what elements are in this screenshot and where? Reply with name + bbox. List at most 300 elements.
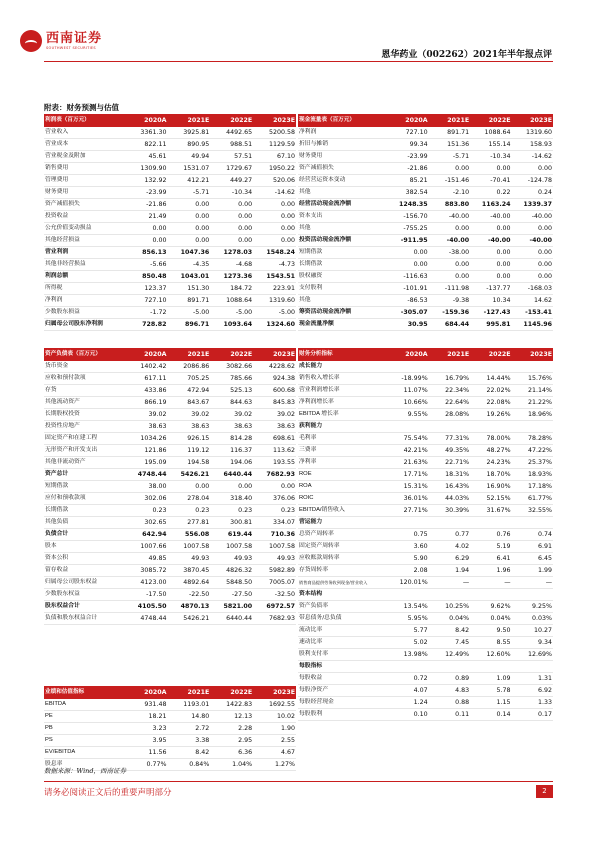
row-label: 管理费用 bbox=[44, 175, 125, 187]
cell-value: 39.02 bbox=[210, 409, 253, 421]
cell-value: -40.00 bbox=[512, 235, 553, 247]
cell-value: 22.08% bbox=[470, 397, 511, 409]
cell-value: 77.31% bbox=[429, 433, 470, 445]
cell-value: 2.95 bbox=[210, 735, 253, 747]
table-row bbox=[44, 223, 296, 235]
table-row bbox=[44, 307, 296, 319]
cell-value: 0.00 bbox=[429, 271, 470, 283]
table-title: 财务分析指标 bbox=[298, 348, 387, 361]
cell-value: 0.23 bbox=[167, 505, 210, 517]
cell-value: 382.54 bbox=[387, 187, 428, 199]
cell-value: 21.14% bbox=[512, 385, 553, 397]
cell-value: -40.00 bbox=[470, 235, 511, 247]
cell-value: 194.06 bbox=[210, 457, 253, 469]
table-row bbox=[298, 163, 553, 175]
cell-value: 1324.60 bbox=[253, 319, 296, 331]
row-label: ROIC bbox=[298, 493, 387, 505]
table-row bbox=[298, 613, 553, 625]
cell-value: 988.51 bbox=[210, 139, 253, 151]
table-row bbox=[298, 517, 553, 529]
row-label: 利润总额 bbox=[44, 271, 125, 283]
table-row bbox=[298, 211, 553, 223]
cell-value: 376.06 bbox=[253, 493, 296, 505]
cell-value: 0.17 bbox=[512, 709, 553, 721]
table-row bbox=[298, 529, 553, 541]
cell-value: 3870.45 bbox=[167, 565, 210, 577]
cell-value: 1007.58 bbox=[167, 541, 210, 553]
cell-value bbox=[512, 361, 553, 373]
row-label: 总资产周转率 bbox=[298, 529, 387, 541]
column-header: 2020A bbox=[387, 348, 428, 361]
cell-value: 17.71% bbox=[387, 469, 428, 481]
cell-value: 8.42 bbox=[167, 747, 210, 759]
cell-value: 0.88 bbox=[429, 697, 470, 709]
table-title: 现金流量表（百万元） bbox=[298, 114, 387, 127]
row-label: 投资活动现金流净额 bbox=[298, 235, 387, 247]
cell-value: 7.45 bbox=[429, 637, 470, 649]
row-label: 经营营运资本变动 bbox=[298, 175, 387, 187]
cell-value: 883.80 bbox=[429, 199, 470, 211]
cell-value: 1093.64 bbox=[210, 319, 253, 331]
cell-value bbox=[512, 421, 553, 433]
row-label: 财务费用 bbox=[44, 187, 125, 199]
cell-value: 6.92 bbox=[512, 685, 553, 697]
cell-value: 3.23 bbox=[125, 723, 168, 735]
table-row bbox=[298, 283, 553, 295]
row-label: 毛利率 bbox=[298, 433, 387, 445]
row-label: 资本公积 bbox=[44, 553, 125, 565]
column-header: 2022E bbox=[470, 114, 511, 127]
table-row bbox=[298, 199, 553, 211]
cell-value: 42.21% bbox=[387, 445, 428, 457]
row-label: 折旧与摊销 bbox=[298, 139, 387, 151]
cell-value: -127.43 bbox=[470, 307, 511, 319]
cell-value: -5.71 bbox=[167, 187, 210, 199]
cell-value: 710.36 bbox=[253, 529, 296, 541]
cell-value: 21.63% bbox=[387, 457, 428, 469]
table-row bbox=[298, 223, 553, 235]
row-label: 获利能力 bbox=[298, 421, 387, 433]
column-header: 2023E bbox=[512, 348, 553, 361]
cell-value: -5.00 bbox=[167, 307, 210, 319]
cell-value: 1007.58 bbox=[253, 541, 296, 553]
cell-value: 6440.44 bbox=[210, 469, 253, 481]
cell-value: 39.02 bbox=[125, 409, 168, 421]
row-label: 留存收益 bbox=[44, 565, 125, 577]
cell-value: 12.49% bbox=[429, 649, 470, 661]
row-label: 投资收益 bbox=[44, 211, 125, 223]
row-label: 财务费用 bbox=[298, 151, 387, 163]
cell-value bbox=[470, 661, 511, 673]
column-header: 2020A bbox=[125, 348, 168, 361]
table-row bbox=[44, 319, 296, 331]
table-row bbox=[44, 553, 296, 565]
appendix-title: 附表：财务预测与估值 bbox=[44, 103, 119, 112]
cell-value: 0.00 bbox=[125, 223, 168, 235]
cell-value: 3361.30 bbox=[125, 127, 168, 139]
cell-value: 5.02 bbox=[387, 637, 428, 649]
cell-value: 2086.86 bbox=[167, 361, 210, 373]
cell-value: 0.24 bbox=[512, 187, 553, 199]
row-label: 归属母公司股东权益 bbox=[44, 577, 125, 589]
cell-value: 22.34% bbox=[429, 385, 470, 397]
table-row bbox=[298, 637, 553, 649]
cell-value: -9.38 bbox=[429, 295, 470, 307]
cell-value: 0.23 bbox=[253, 505, 296, 517]
cell-value: 99.34 bbox=[387, 139, 428, 151]
row-label: 净利润 bbox=[298, 127, 387, 139]
cell-value: 16.90% bbox=[470, 481, 511, 493]
cell-value: 318.40 bbox=[210, 493, 253, 505]
table-row bbox=[44, 373, 296, 385]
cell-value: 67.10 bbox=[253, 151, 296, 163]
table-row bbox=[298, 589, 553, 601]
cell-value: 556.08 bbox=[167, 529, 210, 541]
cell-value: 0.00 bbox=[253, 481, 296, 493]
cell-value: 472.94 bbox=[167, 385, 210, 397]
report-title: 恩华药业（002262）2021年半年报点评 bbox=[381, 50, 552, 60]
row-label: 少数股东损益 bbox=[44, 307, 125, 319]
cell-value: 4826.32 bbox=[210, 565, 253, 577]
table-row bbox=[298, 295, 553, 307]
table-row bbox=[298, 625, 553, 637]
cell-value: 0.89 bbox=[429, 673, 470, 685]
cell-value: 193.55 bbox=[253, 457, 296, 469]
financial-ratios-table bbox=[298, 348, 553, 721]
table-row bbox=[298, 577, 553, 589]
cell-value: 6440.44 bbox=[210, 613, 253, 625]
cell-value: 12.13 bbox=[210, 711, 253, 723]
table-row bbox=[298, 307, 553, 319]
cell-value: 151.36 bbox=[429, 139, 470, 151]
cell-value: 4.02 bbox=[429, 541, 470, 553]
column-header: 2022E bbox=[210, 686, 253, 699]
cell-value bbox=[470, 517, 511, 529]
cell-value: 13.98% bbox=[387, 649, 428, 661]
table-row bbox=[298, 385, 553, 397]
column-header: 2022E bbox=[210, 114, 253, 127]
cell-value: 1729.67 bbox=[210, 163, 253, 175]
cell-value: 5426.21 bbox=[167, 613, 210, 625]
cell-value: -305.07 bbox=[387, 307, 428, 319]
table-row bbox=[44, 397, 296, 409]
cell-value: 24.23% bbox=[470, 457, 511, 469]
cell-value: 0.10 bbox=[387, 709, 428, 721]
row-label: 其他非流动资产 bbox=[44, 457, 125, 469]
row-label: 其他流动资产 bbox=[44, 397, 125, 409]
cell-value: -40.00 bbox=[470, 211, 511, 223]
table-row bbox=[44, 711, 296, 723]
cell-value: 22.02% bbox=[470, 385, 511, 397]
cell-value: 75.54% bbox=[387, 433, 428, 445]
cell-value: -111.98 bbox=[429, 283, 470, 295]
table-row bbox=[298, 187, 553, 199]
row-label: 三费率 bbox=[298, 445, 387, 457]
cell-value: 7682.93 bbox=[253, 469, 296, 481]
row-label: 股本 bbox=[44, 541, 125, 553]
cell-value: 0.84% bbox=[167, 759, 210, 771]
cell-value: 600.68 bbox=[253, 385, 296, 397]
table-row bbox=[298, 685, 553, 697]
footer-divider bbox=[44, 781, 553, 782]
cell-value: 38.63 bbox=[167, 421, 210, 433]
balance-sheet-table bbox=[44, 348, 296, 625]
row-label: 销售费用 bbox=[44, 163, 125, 175]
cell-value: 1.24 bbox=[387, 697, 428, 709]
cell-value: 619.44 bbox=[210, 529, 253, 541]
cell-value: 3.60 bbox=[387, 541, 428, 553]
column-header: 2022E bbox=[470, 348, 511, 361]
row-label: 存货 bbox=[44, 385, 125, 397]
table-row bbox=[44, 385, 296, 397]
cell-value bbox=[387, 421, 428, 433]
table-row bbox=[44, 175, 296, 187]
cell-value bbox=[387, 589, 428, 601]
page-number: 2 bbox=[536, 785, 553, 798]
cell-value: 48.27% bbox=[470, 445, 511, 457]
cell-value: 10.34 bbox=[470, 295, 511, 307]
table-row bbox=[44, 433, 296, 445]
cell-value: 28.08% bbox=[429, 409, 470, 421]
valuation-table bbox=[44, 686, 296, 771]
cell-value: 158.93 bbox=[512, 139, 553, 151]
logo bbox=[20, 30, 102, 52]
cell-value: 8.55 bbox=[470, 637, 511, 649]
cell-value: -40.00 bbox=[429, 235, 470, 247]
cell-value: 0.00 bbox=[125, 235, 168, 247]
table-row bbox=[298, 319, 553, 331]
cell-value: 45.61 bbox=[125, 151, 168, 163]
cell-value: 38.63 bbox=[210, 421, 253, 433]
cell-value: -70.41 bbox=[470, 175, 511, 187]
cell-value: 698.61 bbox=[253, 433, 296, 445]
cell-value: 5848.50 bbox=[210, 577, 253, 589]
table-row bbox=[298, 127, 553, 139]
table-title: 资产负债表（百万元） bbox=[44, 348, 125, 361]
row-label: 营业利润 bbox=[44, 247, 125, 259]
cell-value: 61.77% bbox=[512, 493, 553, 505]
cell-value: 9.55% bbox=[387, 409, 428, 421]
cell-value: 0.00 bbox=[512, 247, 553, 259]
row-label: 销售收入增长率 bbox=[298, 373, 387, 385]
table-row bbox=[298, 709, 553, 721]
cell-value: 5.19 bbox=[470, 541, 511, 553]
cell-value bbox=[512, 661, 553, 673]
cell-value: 0.72 bbox=[387, 673, 428, 685]
table-row bbox=[44, 481, 296, 493]
table-row bbox=[44, 445, 296, 457]
cell-value: 5.78 bbox=[470, 685, 511, 697]
row-label: 营业利润增长率 bbox=[298, 385, 387, 397]
cell-value: 844.63 bbox=[210, 397, 253, 409]
cell-value: 302.65 bbox=[125, 517, 168, 529]
cell-value: 6972.57 bbox=[253, 601, 296, 613]
cell-value: 10.25% bbox=[429, 601, 470, 613]
cell-value: 2.55 bbox=[253, 735, 296, 747]
cell-value: 1248.35 bbox=[387, 199, 428, 211]
cell-value: 433.86 bbox=[125, 385, 168, 397]
cell-value: 0.00 bbox=[470, 271, 511, 283]
row-label: 资产减值损失 bbox=[44, 199, 125, 211]
row-label: 无形资产和开发支出 bbox=[44, 445, 125, 457]
cell-value: 890.95 bbox=[167, 139, 210, 151]
cell-value: 2.08 bbox=[387, 565, 428, 577]
cell-value bbox=[429, 361, 470, 373]
table-row bbox=[298, 493, 553, 505]
cell-value: 0.77% bbox=[125, 759, 168, 771]
row-label: 每股经营现金 bbox=[298, 697, 387, 709]
row-label: 应收账款周转率 bbox=[298, 553, 387, 565]
table-row bbox=[44, 541, 296, 553]
cell-value: 0.00 bbox=[512, 259, 553, 271]
cell-value: 0.00 bbox=[253, 223, 296, 235]
cell-value: -4.73 bbox=[253, 259, 296, 271]
cell-value: 10.27 bbox=[512, 625, 553, 637]
cell-value: -1.72 bbox=[125, 307, 168, 319]
table-row bbox=[44, 457, 296, 469]
cell-value: 14.80 bbox=[167, 711, 210, 723]
table-row bbox=[298, 661, 553, 673]
row-label: 所得税 bbox=[44, 283, 125, 295]
cell-value: 31.67% bbox=[470, 505, 511, 517]
cell-value: 0.23 bbox=[125, 505, 168, 517]
cell-value: 11.56 bbox=[125, 747, 168, 759]
cell-value: 78.28% bbox=[512, 433, 553, 445]
row-label: EBITDA 增长率 bbox=[298, 409, 387, 421]
cell-value: 5821.00 bbox=[210, 601, 253, 613]
table-header-row bbox=[44, 348, 296, 361]
cell-value: -40.00 bbox=[512, 211, 553, 223]
cell-value: — bbox=[429, 577, 470, 589]
cell-value: -32.50 bbox=[253, 589, 296, 601]
cell-value: 822.11 bbox=[125, 139, 168, 151]
cell-value: 25.37% bbox=[512, 457, 553, 469]
cell-value: 14.44% bbox=[470, 373, 511, 385]
table-row bbox=[44, 517, 296, 529]
cell-value: 5200.58 bbox=[253, 127, 296, 139]
cell-value: 30.95 bbox=[387, 319, 428, 331]
row-label: 其他 bbox=[298, 295, 387, 307]
cell-value: 856.13 bbox=[125, 247, 168, 259]
cell-value: -153.41 bbox=[512, 307, 553, 319]
cell-value: 0.14 bbox=[470, 709, 511, 721]
row-label: 归属母公司股东净利润 bbox=[44, 319, 125, 331]
table-row bbox=[44, 187, 296, 199]
cell-value: 30.39% bbox=[429, 505, 470, 517]
cell-value: 18.31% bbox=[429, 469, 470, 481]
logo-name: 西南证券 bbox=[46, 30, 103, 46]
cell-value: 12.69% bbox=[512, 649, 553, 661]
cell-value: 38.63 bbox=[253, 421, 296, 433]
table-row bbox=[298, 673, 553, 685]
cell-value: 4.67 bbox=[253, 747, 296, 759]
cell-value: -5.66 bbox=[125, 259, 168, 271]
row-label: ROE bbox=[298, 469, 387, 481]
cell-value: 1692.55 bbox=[253, 699, 296, 711]
row-label: 存货周转率 bbox=[298, 565, 387, 577]
cell-value: 4892.64 bbox=[167, 577, 210, 589]
cell-value: 1163.24 bbox=[470, 199, 511, 211]
cell-value: 3.95 bbox=[125, 735, 168, 747]
logo-english: SOUTHWEST SECURITIES bbox=[46, 45, 96, 50]
row-label: PB bbox=[44, 723, 125, 735]
cell-value: 1129.59 bbox=[253, 139, 296, 151]
cell-value: 194.58 bbox=[167, 457, 210, 469]
cell-value: 4.07 bbox=[387, 685, 428, 697]
row-label: EBITDA bbox=[44, 699, 125, 711]
cell-value: 0.22 bbox=[470, 187, 511, 199]
cell-value: 1047.36 bbox=[167, 247, 210, 259]
table-row bbox=[298, 409, 553, 421]
cell-value: -10.34 bbox=[470, 151, 511, 163]
cell-value: 334.07 bbox=[253, 517, 296, 529]
cell-value: 116.37 bbox=[210, 445, 253, 457]
cell-value: 278.04 bbox=[167, 493, 210, 505]
cell-value: 10.66% bbox=[387, 397, 428, 409]
column-header: 2022E bbox=[210, 348, 253, 361]
cell-value: 22.71% bbox=[429, 457, 470, 469]
cell-value: 520.06 bbox=[253, 175, 296, 187]
table-row bbox=[44, 283, 296, 295]
cell-value bbox=[470, 361, 511, 373]
cell-value: 22.64% bbox=[429, 397, 470, 409]
cell-value: 1007.66 bbox=[125, 541, 168, 553]
row-label: 销售商品提供劳务收到现金/营业收入 bbox=[298, 577, 387, 589]
disclaimer: 请务必阅读正文后的重要声明部分 bbox=[44, 788, 172, 798]
table-header-row bbox=[44, 114, 296, 127]
row-label: 每股股利 bbox=[298, 709, 387, 721]
cell-value: 0.04% bbox=[429, 613, 470, 625]
cell-value: 0.00 bbox=[512, 163, 553, 175]
cell-value: 6.41 bbox=[470, 553, 511, 565]
table-row bbox=[44, 577, 296, 589]
table-row bbox=[298, 397, 553, 409]
row-label: 少数股东权益 bbox=[44, 589, 125, 601]
cell-value: 302.06 bbox=[125, 493, 168, 505]
cell-value bbox=[470, 589, 511, 601]
cell-value: 10.02 bbox=[253, 711, 296, 723]
row-label: 其他 bbox=[298, 223, 387, 235]
cell-value: 21.49 bbox=[125, 211, 168, 223]
cell-value: 1273.36 bbox=[210, 271, 253, 283]
table-row bbox=[44, 613, 296, 625]
cell-value: 49.94 bbox=[167, 151, 210, 163]
cell-value: 4748.44 bbox=[125, 469, 168, 481]
table-row bbox=[44, 127, 296, 139]
cell-value: -755.25 bbox=[387, 223, 428, 235]
table-title: 业绩和估值指标 bbox=[44, 686, 125, 699]
cell-value: 49.85 bbox=[125, 553, 168, 565]
table-row bbox=[298, 481, 553, 493]
cell-value bbox=[512, 589, 553, 601]
cell-value: 16.79% bbox=[429, 373, 470, 385]
cell-value: 4.83 bbox=[429, 685, 470, 697]
cell-value: 36.01% bbox=[387, 493, 428, 505]
cell-value: 300.81 bbox=[210, 517, 253, 529]
cell-value: 0.00 bbox=[470, 247, 511, 259]
cell-value: 27.71% bbox=[387, 505, 428, 517]
cell-value: 0.00 bbox=[470, 259, 511, 271]
cell-value: 850.48 bbox=[125, 271, 168, 283]
cell-value: 195.09 bbox=[125, 457, 168, 469]
cell-value: 9.25% bbox=[512, 601, 553, 613]
cell-value bbox=[387, 661, 428, 673]
cell-value: -22.50 bbox=[167, 589, 210, 601]
column-header: 2023E bbox=[253, 686, 296, 699]
table-row bbox=[298, 235, 553, 247]
cell-value: 525.13 bbox=[210, 385, 253, 397]
cell-value: 617.11 bbox=[125, 373, 168, 385]
